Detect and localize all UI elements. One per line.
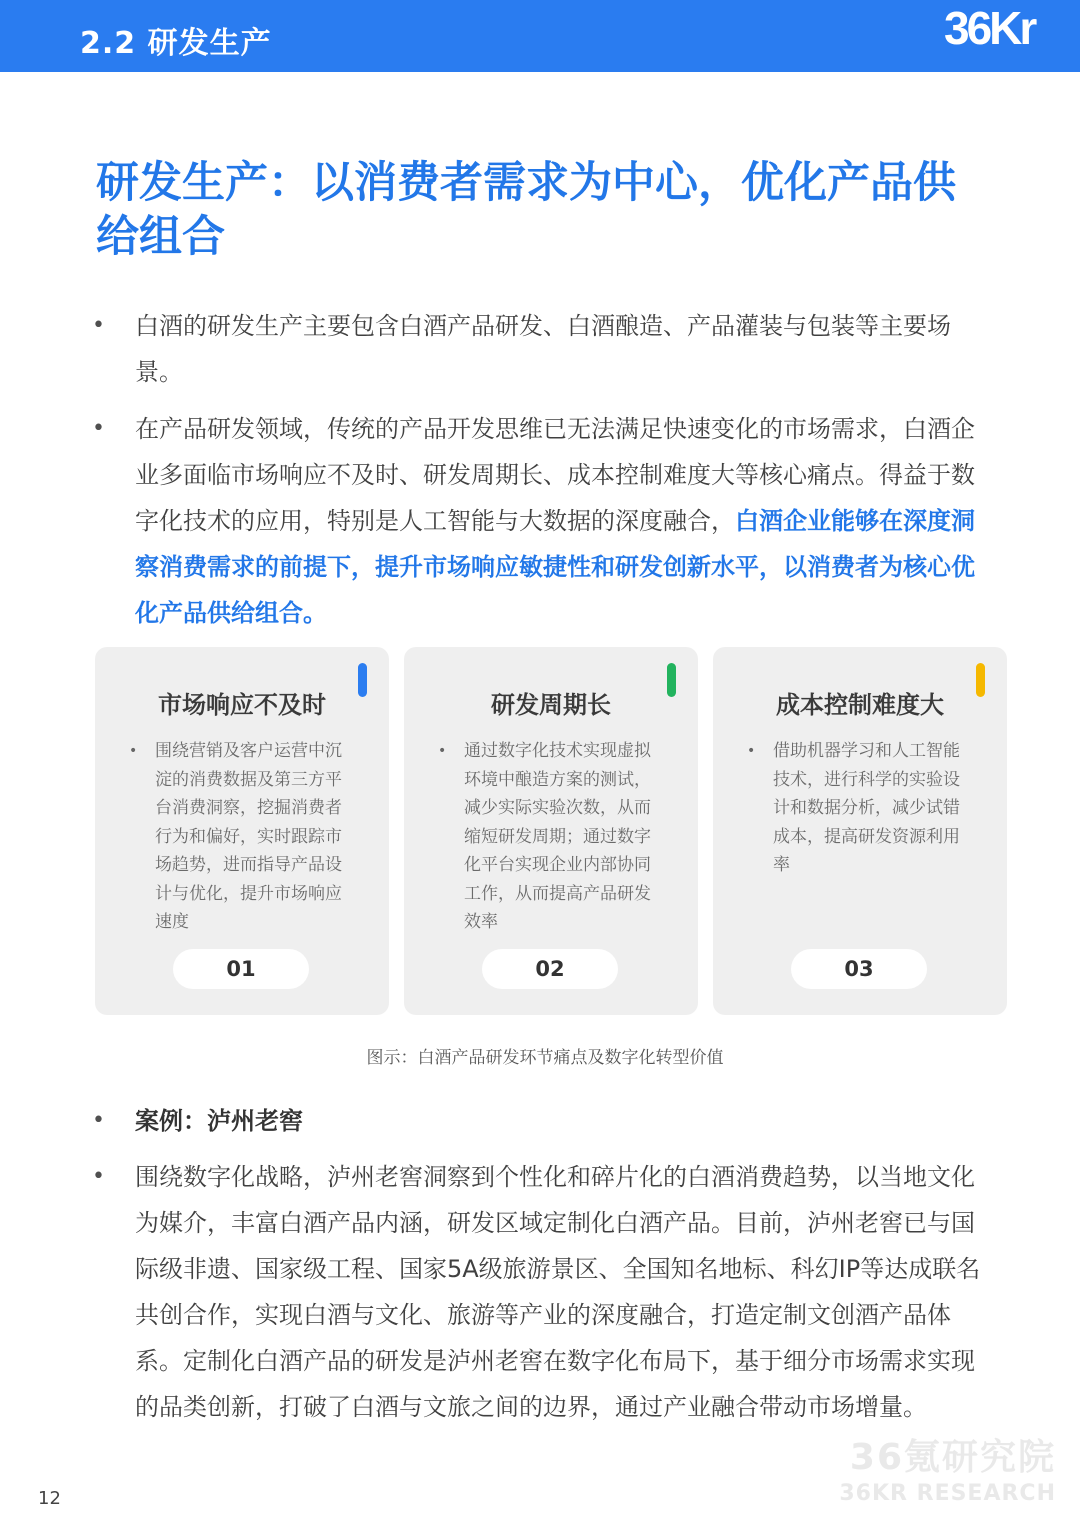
card-title: 市场响应不及时 (158, 691, 326, 719)
bullet-item (92, 406, 992, 636)
bullet-dot: • (438, 743, 447, 759)
card-list (129, 737, 351, 937)
bullet-dot: • (92, 1108, 105, 1133)
paragraph-plain-text: 在产品研发领域，传统的产品开发思维已无法满足快速变化的市场需求，白酒企业多面临市场响应不及时、研发周期长、成本控制难度大等核心痛点。得益于数字化技术的应用，特别是人工智能与大数据的深度融合， (135, 415, 975, 535)
figure-caption: 图示：白酒产品研发环节痛点及数字化转型价值 (366, 1048, 724, 1068)
card-number: 02 (482, 949, 618, 989)
pain-point-card (95, 647, 389, 1015)
card-text: 通过数字化技术实现虚拟环境中酿造方案的测试，减少实际实验次数，从而缩短研发周期；通过数字化平台实现企业内部协同工作，从而提高产品研发效率 (464, 741, 651, 932)
card-title: 研发周期长 (491, 691, 611, 719)
card-text: 围绕营销及客户运营中沉淀的消费数据及第三方平台消费洞察，挖掘消费者行为和偏好，实时跟踪市场趋势，进而指导产品设计与优化，提升市场响应速度 (155, 741, 342, 932)
case-heading: 案例：泸州老窖 (135, 1107, 303, 1135)
paragraph-highlight: 白酒企业能够在深度洞察消费需求的前提下，提升市场响应敏捷性和研发创新水平，以消费者为核心优化产品供给组合。 (135, 507, 975, 627)
watermark-cn: 36氪研究院 (849, 1437, 1056, 1478)
bullet-dot: • (129, 743, 138, 759)
card-number: 01 (173, 949, 309, 989)
brand-logo (940, 0, 1080, 72)
logo-text: 36Kr (944, 2, 1035, 54)
pain-point-card (713, 647, 1007, 1015)
paragraph-text: 白酒的研发生产主要包含白酒产品研发、白酒酿造、产品灌装与包装等主要场景。 (135, 312, 951, 386)
bullet-item (92, 1098, 992, 1144)
case-text: 围绕数字化战略，泸州老窖洞察到个性化和碎片化的白酒消费趋势，以当地文化为媒介，丰富白酒产品内涵，研发区域定制化白酒产品。目前，泸州老窖已与国际级非遗、国家级工程、国家5A级旅游景区、全国知名地标、科幻IP等达成联名共创合作，实现白酒与文化、旅游等产业的深度融合，打造定制文创酒产品体系。定制化白酒产品的研发是泸州老窖在数字化布局下，基于细分市场需求实现的品类创新，打破了白酒与文旅之间的边界，通过产业融合带动市场增量。 (135, 1163, 981, 1421)
page-title: 研发生产：以消费者需求为中心，优化产品供给组合 (96, 158, 956, 262)
watermark (839, 1436, 1056, 1508)
paragraph-text (135, 406, 992, 636)
pain-point-card (404, 647, 698, 1015)
page-number: 12 (38, 1488, 61, 1509)
bullet-dot: • (92, 416, 105, 441)
card-list (747, 737, 969, 880)
header-bar (0, 0, 1080, 72)
card-text: 借助机器学习和人工智能技术，进行科学的实验设计和数据分析，减少试错成本，提高研发资源利用率 (773, 741, 960, 875)
bullet-item (92, 303, 992, 395)
watermark-en: 36KR RESEARCH (839, 1481, 1056, 1506)
bullet-dot: • (747, 743, 756, 759)
bullet-item (92, 1154, 992, 1430)
bullet-dot: • (92, 1164, 105, 1189)
section-title: 2.2 研发生产 (80, 26, 272, 61)
card-list (438, 737, 660, 937)
bullet-dot: • (92, 313, 105, 338)
card-number: 03 (791, 949, 927, 989)
card-title: 成本控制难度大 (776, 691, 944, 719)
